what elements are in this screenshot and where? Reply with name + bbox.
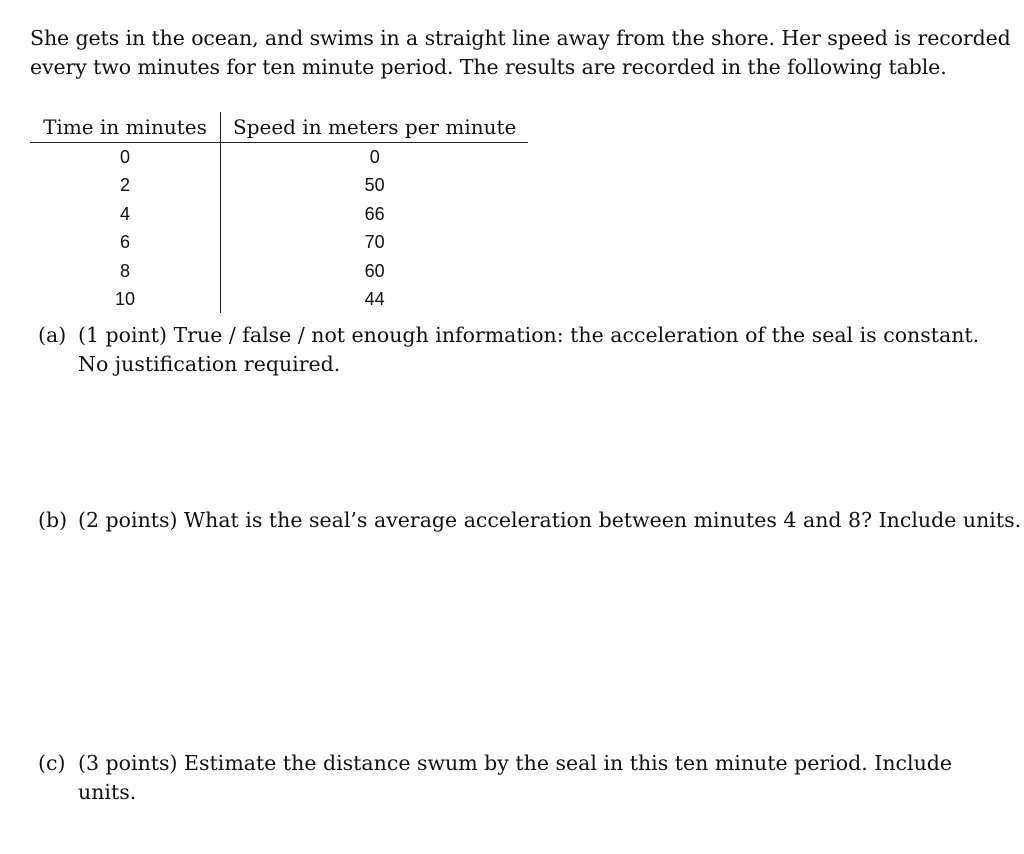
table-row xyxy=(30,143,528,172)
question-c-text: (3 points) Estimate the distance swum by the seal in this ten minute period. Include xyxy=(78,751,953,775)
table-row xyxy=(30,257,528,285)
table-row xyxy=(30,228,528,256)
question-a-text: (1 point) True / false / not enough information: the acceleration of the seal is constant. xyxy=(78,323,980,347)
question-a-line-1 xyxy=(38,321,988,350)
table-row xyxy=(30,171,528,199)
speed-cell: 0 xyxy=(369,147,380,167)
question-a-label: (a) xyxy=(38,323,67,347)
time-cell: 6 xyxy=(30,228,221,256)
question-c-line-2: units. xyxy=(78,780,137,804)
speed-cell: 60 xyxy=(364,260,385,281)
speed-cell: 66 xyxy=(364,203,385,224)
question-b-line-1 xyxy=(38,506,1022,535)
intro-paragraph xyxy=(30,24,1011,82)
table-header-row xyxy=(30,112,528,143)
question-c-line-1 xyxy=(38,749,988,778)
table-row xyxy=(30,200,528,228)
table-row xyxy=(30,285,528,313)
question-c xyxy=(38,749,988,807)
speed-cell: 70 xyxy=(364,232,385,253)
header-speed: Speed in meters per minute xyxy=(221,112,529,143)
time-cell: 10 xyxy=(30,285,221,313)
question-b xyxy=(38,506,1022,535)
question-a xyxy=(38,321,988,379)
speed-table xyxy=(30,112,528,313)
time-cell: 8 xyxy=(30,257,221,285)
time-cell: 2 xyxy=(30,171,221,199)
header-time: Time in minutes xyxy=(30,112,221,143)
time-cell: 0 xyxy=(30,143,221,172)
question-b-label: (b) xyxy=(38,508,68,532)
speed-cell: 44 xyxy=(364,289,385,310)
question-b-text: (2 points) What is the seal’s average acceleration between minutes 4 and 8? Include units. xyxy=(78,508,1022,532)
speed-cell: 50 xyxy=(364,175,385,196)
intro-line-1: She gets in the ocean, and swims in a straight line away from the shore. Her speed is recorded xyxy=(30,26,1011,50)
question-c-label: (c) xyxy=(38,751,66,775)
time-cell: 4 xyxy=(30,200,221,228)
question-a-line-2: No justification required. xyxy=(78,352,341,376)
intro-line-2: every two minutes for ten minute period. The results are recorded in the following table. xyxy=(30,55,947,79)
